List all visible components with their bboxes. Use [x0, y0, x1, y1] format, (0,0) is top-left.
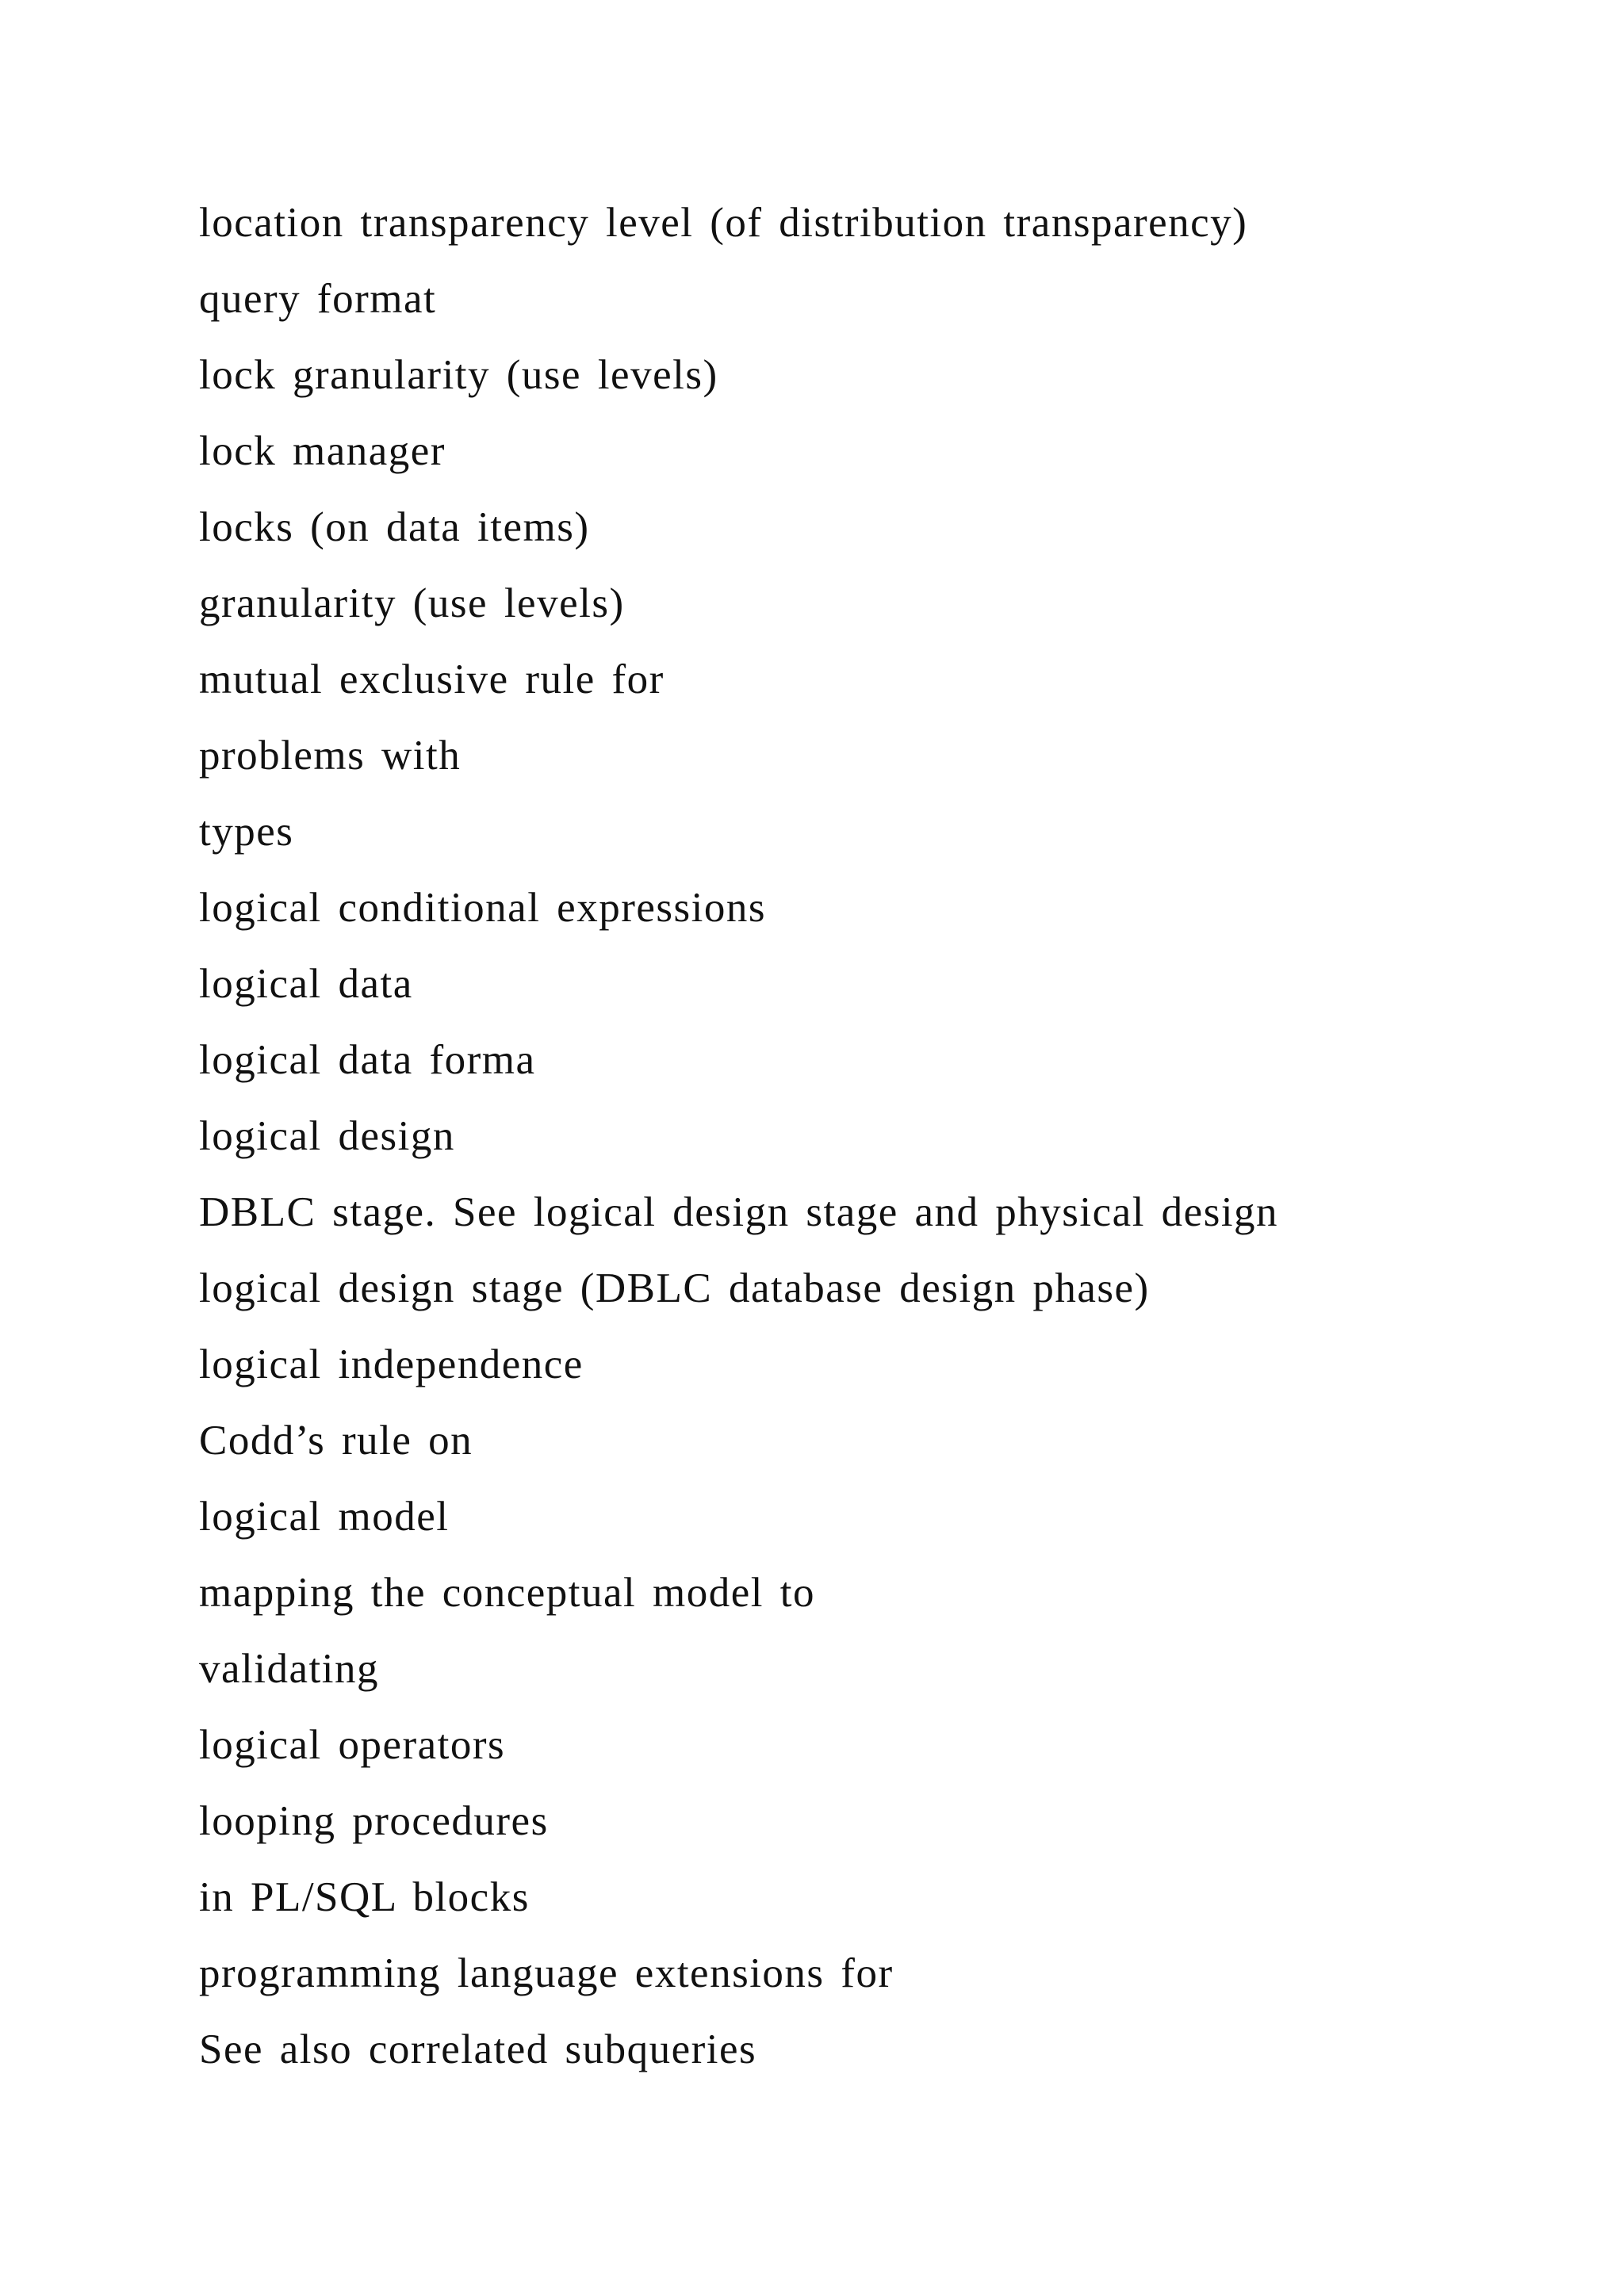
index-entry: lock granularity (use levels) — [199, 352, 718, 398]
index-entry: validating — [199, 1646, 379, 1692]
index-entry: looping procedures — [199, 1798, 549, 1844]
index-entry: programming language extensions for — [199, 1950, 894, 1996]
index-entry: logical data — [199, 961, 413, 1007]
index-entry: problems with — [199, 733, 462, 779]
index-entry: logical conditional expressions — [199, 885, 766, 931]
index-entry: in PL/SQL blocks — [199, 1874, 530, 1920]
index-entry: logical operators — [199, 1722, 506, 1768]
index-entry: logical data forma — [199, 1037, 536, 1083]
index-entry: location transparency level (of distribution transparency) — [199, 200, 1248, 246]
index-entry: logical design — [199, 1113, 455, 1159]
index-entry: mapping the conceptual model to — [199, 1570, 815, 1616]
index-entry: See also correlated subqueries — [199, 2026, 757, 2072]
index-entry: granularity (use levels) — [199, 580, 625, 626]
index-list — [199, 189, 1278, 2091]
index-entry: DBLC stage. See logical design stage and physical design — [199, 1189, 1279, 1235]
index-entry: types — [199, 809, 294, 855]
index-entry: mutual exclusive rule for — [199, 656, 665, 702]
index-entry: Codd’s rule on — [199, 1418, 473, 1464]
index-entry: locks (on data items) — [199, 504, 590, 550]
index-entry: lock manager — [199, 428, 446, 474]
index-entry: query format — [199, 276, 437, 322]
index-entry: logical model — [199, 1494, 450, 1540]
index-entry: logical independence — [199, 1341, 584, 1387]
index-entry: logical design stage (DBLC database design phase) — [199, 1265, 1150, 1311]
